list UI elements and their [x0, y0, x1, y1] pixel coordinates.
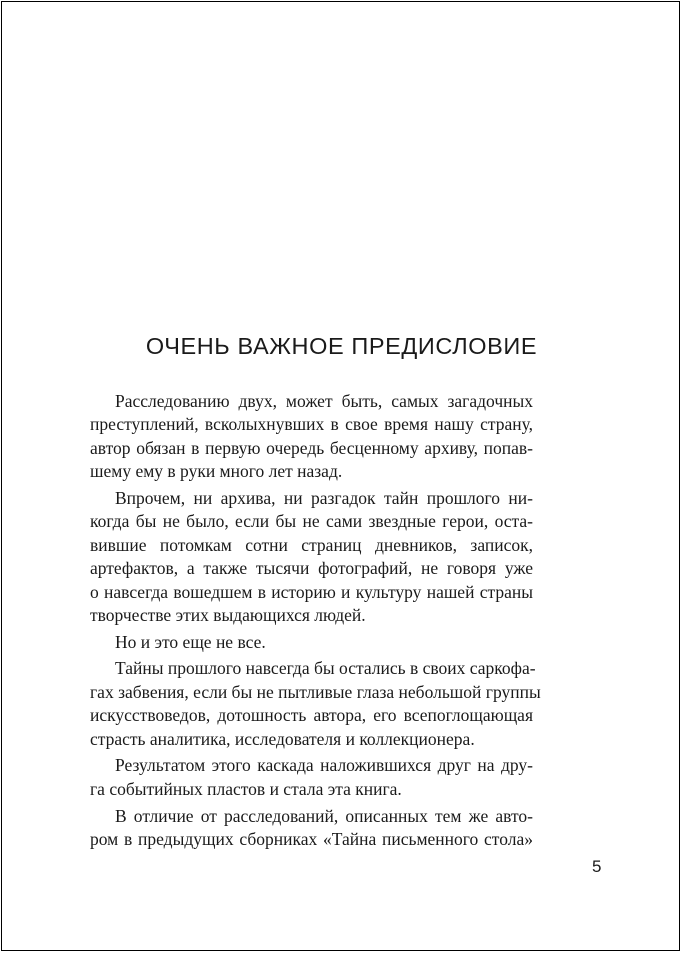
text-line: В отличие от расследований, описанных тем же авто- [115, 805, 533, 826]
text-line: когда бы не было, если бы не сами звездные герои, оста- [90, 511, 533, 532]
paragraph [90, 657, 541, 751]
text-line: артефактов, а также тысячи фотографий, не говоря уже [90, 558, 533, 579]
text-line: преступлений, всколыхнувших в свое время нашу страну, [90, 414, 533, 435]
text-line: автор обязан в первую очередь бесценному архиву, попав- [90, 437, 533, 458]
text-line: страсть аналитика, исследователя и коллекционера. [90, 728, 475, 749]
text-line: Тайны прошлого навсегда бы остались в своих саркофа- [115, 658, 536, 679]
text-line: Впрочем, ни архива, ни разгадок тайн прошлого ни- [115, 487, 533, 508]
text-line: га событийных пластов и стала эта книга. [90, 778, 402, 799]
text-line: гах забвения, если бы не пытливые глаза небольшой группы [90, 681, 541, 702]
text-line: ром в предыдущих сборниках «Тайна письменного стола» [90, 828, 533, 849]
paragraph [90, 754, 533, 801]
chapter-title: ОЧЕНЬ ВАЖНОЕ ПРЕДИСЛОВИЕ [145, 333, 538, 359]
text-line: вившие потомкам сотни страниц дневников, записок, [90, 534, 533, 555]
paragraph [90, 487, 533, 627]
book-page [1, 1, 680, 951]
text-line: Но и это еще не все. [115, 631, 266, 652]
paragraph [90, 390, 533, 484]
text-line: Результатом этого каскада наложившихся друг на дру- [115, 755, 533, 776]
text-line: Расследованию двух, может быть, самых загадочных [115, 391, 533, 411]
paragraph [90, 805, 533, 852]
paragraph [90, 631, 533, 654]
text-line: шему ему в руки много лет назад. [90, 461, 343, 482]
text-line: о навсегда вошедшем в историю и культуру нашей страны [90, 581, 533, 602]
text-line: искусствоведов, дотошность автора, его всепоглощающая [90, 705, 533, 726]
body-text [90, 390, 541, 851]
text-line: творчестве этих выдающихся людей. [90, 604, 366, 625]
page-number: 5 [592, 857, 602, 876]
